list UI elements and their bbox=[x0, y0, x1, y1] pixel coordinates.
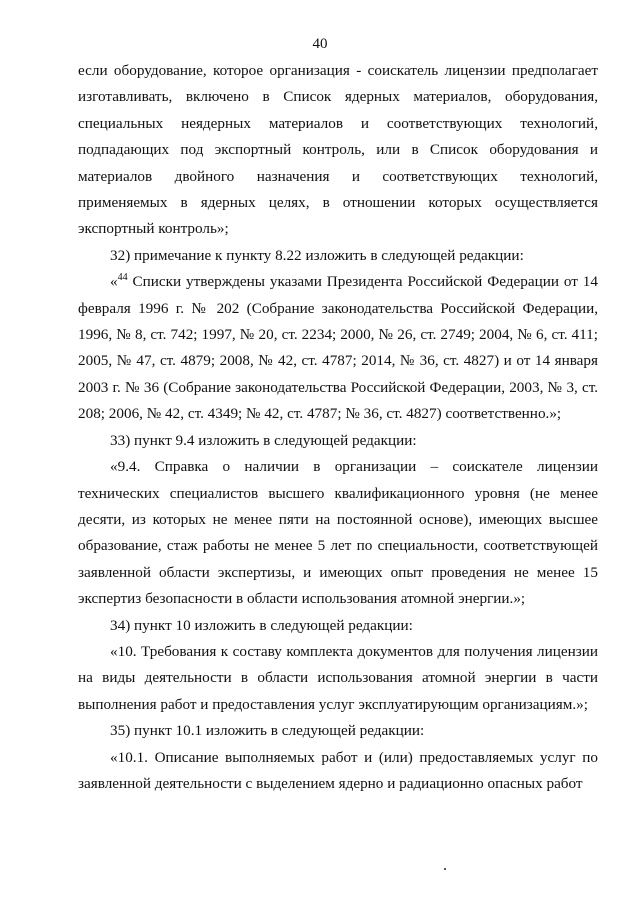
paragraph-10-1: «10.1. Описание выполняемых работ и (или) предоставляемых услуг по заявленной деятельности с выделением ядерно и радиационно опасных работ bbox=[78, 748, 598, 792]
page-number: 40 bbox=[312, 36, 328, 52]
open-quote: « bbox=[110, 273, 118, 291]
paragraph-item-35: 35) пункт 10.1 изложить в следующей редакции: bbox=[110, 722, 425, 740]
paragraph-footnote-44 bbox=[78, 269, 598, 427]
paragraph-item-33: 33) пункт 9.4 изложить в следующей редакции: bbox=[110, 431, 417, 449]
scan-speck bbox=[444, 868, 446, 870]
document-body bbox=[78, 58, 598, 797]
paragraph-10: «10. Требования к составу комплекта документов для получения лицензии на виды деятельности в области использования атомной энергии в части выполнения работ и предоставления услуг эксплуатирующим организациям.»; bbox=[78, 642, 598, 713]
paragraph-item-34: 34) пункт 10 изложить в следующей редакции: bbox=[110, 616, 413, 634]
footnote-text: Списки утверждены указами Президента Российской Федерации от 14 февраля 1996 г. № 202 (Собрание законодательства Российской Федерации, 1996, № 8, ст. 742; 1997, № 20, ст. 2234; 2000, № 26, ст. 2749; 2004, № 6, ст. 411; 2005, № 47, ст. 4879; 2008, № 42, ст. 4787; 2014, № 36, ст. 4827) и от 14 января 2003 г. № 36 (Собрание законодательства Российской Федерации, 2003, № 3, ст. 208; 2006, № 42, ст. 4349; № 42, ст. 4787; № 36, ст. 4827) соответственно.»; bbox=[78, 273, 598, 423]
paragraph-item-32: 32) примечание к пункту 8.22 изложить в следующей редакции: bbox=[110, 246, 524, 264]
paragraph-equipment-list: если оборудование, которое организация - соискатель лицензии предполагает изготавливать, включено в Список ядерных материалов, оборудования, специальных неядерных материалов и соответствующих технологий, подпадающих под экспортный контроль, или в Список оборудования и материалов двойного назначения и соответствующих технологий, применяемых в ядерных целях, в отношении которых осуществляется экспортный контроль»; bbox=[78, 62, 598, 238]
footnote-marker: 44 bbox=[117, 272, 128, 284]
paragraph-9-4: «9.4. Справка о наличии в организации – соискателе лицензии технических специалистов высшего квалификационного уровня (не менее десяти, из которых не менее пяти на постоянной основе), имеющих высшее образование, стаж работы не менее 5 лет по специальности, соответствующей заявленной области экспертизы, и имеющих опыт проведения не менее 15 экспертиз безопасности в области использования атомной энергии.»; bbox=[78, 458, 598, 608]
